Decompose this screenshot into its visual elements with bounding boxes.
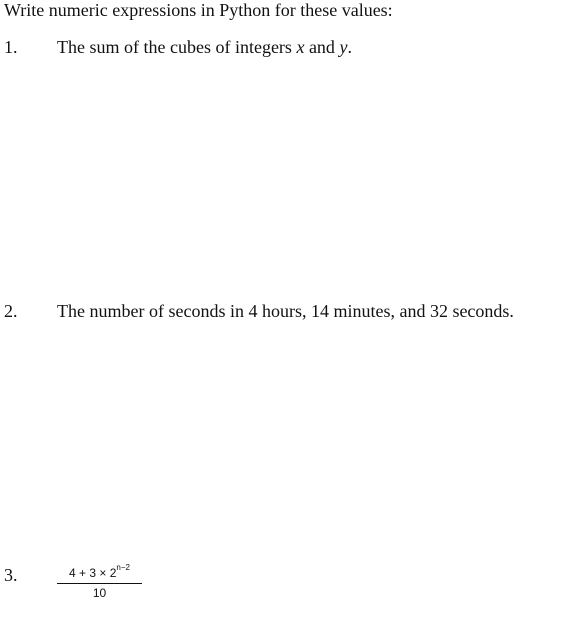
fraction-expression <box>57 562 142 600</box>
question-1-number: 1. <box>4 37 18 57</box>
variable-x: x <box>296 37 305 57</box>
fraction-numerator <box>57 562 142 584</box>
numerator-base: 4 + 3 × 2 <box>69 566 117 580</box>
question-2-number: 2. <box>4 301 18 321</box>
numerator-exponent: n−2 <box>116 563 130 572</box>
question-1-text-part: . <box>347 37 352 57</box>
fraction-denominator: 10 <box>92 586 107 600</box>
question-1-text-part: The sum of the cubes of integers <box>57 37 297 57</box>
question-1-text-part: and <box>304 37 340 57</box>
variable-y: y <box>339 37 348 57</box>
question-2-text: The number of seconds in 4 hours, 14 minutes, and 32 seconds. <box>57 301 514 321</box>
question-3-number: 3. <box>4 565 18 585</box>
instructions-text: Write numeric expressions in Python for these values: <box>4 0 393 20</box>
question-1-text <box>57 37 352 57</box>
